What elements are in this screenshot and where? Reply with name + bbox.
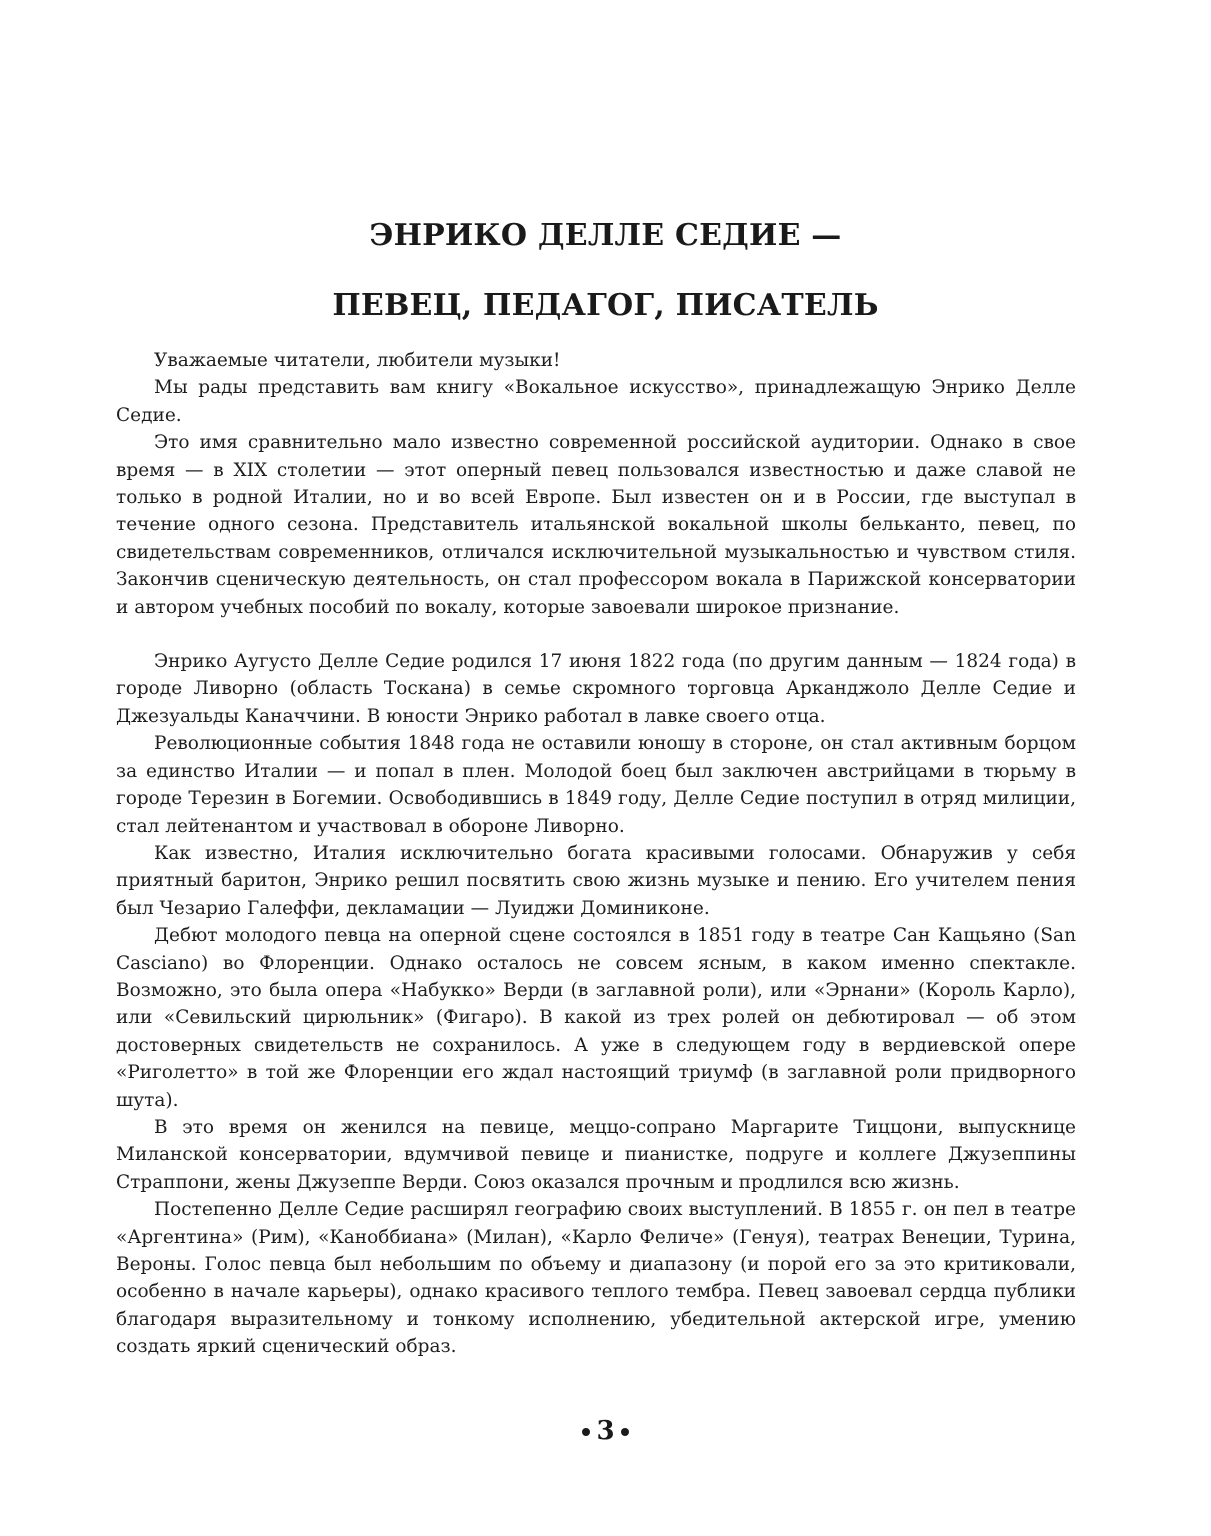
page-number-value: 3	[596, 1416, 615, 1446]
paragraph-greeting: Уважаемые читатели, любители музыки!	[154, 350, 561, 371]
bullet-icon	[582, 1428, 590, 1436]
body-text	[116, 347, 1076, 1361]
paragraph: Энрико Аугусто Делле Седие родился 17 июня 1822 года (по другим данным — 1824 года) в городе Ливорно (область Тоскана) в семье скромного торговца Арканджоло Делле Седие и Джезуальды Каначчини. В юности Энрико работал в лавке своего отца.	[116, 651, 1076, 727]
paragraph: Мы рады представить вам книгу «Вокальное искусство», принадлежащую Энрико Делле Седие.	[116, 377, 1076, 426]
paragraph: Революционные события 1848 года не оставили юношу в стороне, он стал активным борцом за единство Италии — и попал в плен. Молодой боец был заключен австрийцами в тюрьму в городе Терезин в Богемии. Освободившись в 1849 году, Делле Седие поступил в отряд милиции, стал лейтенантом и участвовал в обороне Ливорно.	[116, 733, 1076, 837]
chapter-title-line-2: ПЕВЕЦ, ПЕДАГОГ, ПИСАТЕЛЬ	[332, 288, 879, 323]
paragraph: В это время он женился на певице, меццо-сопрано Маргарите Тиццони, выпускнице Миланской консерватории, вдумчивой певице и пианистке, подруге и коллеге Джузеппины Страппони, жены Джузеппе Верди. Союз оказался прочным и продлился всю жизнь.	[116, 1116, 1076, 1193]
paragraph: Постепенно Делле Седие расширял географию своих выступлений. В 1855 г. он пел в театре «Аргентина» (Рим), «Каноббиана» (Милан), «Карло Феличе» (Генуя), театрах Венеции, Турина, Вероны. Голос певца был небольшим по объему и диапазону (и порой его за это критиковали, особенно в начале карьеры), однако красивого теплого тембра. Певец завоевал сердца публики благодаря выразительному и тонкому исполнению, убедительной актерской игре, умению создать яркий сценический образ.	[116, 1199, 1076, 1358]
paragraph: Это имя сравнительно мало известно современной российской аудитории. Однако в свое время — в XIX столетии — этот оперный певец пользовался известностью и даже славой не только в родной Италии, но и во всей Европе. Был известен он и в России, где выступал в течение одного сезона. Представитель итальянской вокальной школы бельканто, певец, по свидетельствам современников, отличался исключительной музыкальностью и чувством стиля. Закончив сценическую деятельность, он стал профессором вокала в Парижской консерватории и автором учебных пособий по вокалу, которые завоевали широкое признание.	[116, 432, 1076, 618]
bullet-icon	[621, 1428, 629, 1436]
chapter-title-line-1: ЭНРИКО ДЕЛЛЕ СЕДИЕ —	[369, 218, 842, 253]
paragraph: Как известно, Италия исключительно богата красивыми голосами. Обнаружив у себя приятный баритон, Энрико решил посвятить свою жизнь музыке и пению. Его учителем пения был Чезарио Галеффи, декламации — Луиджи Доминиконе.	[116, 842, 1076, 919]
page-number	[0, 1413, 1211, 1449]
paragraph: Дебют молодого певца на оперной сцене состоялся в 1851 году в театре Сан Кащьяно (San Casciano) во Флоренции. Однако осталось не совсем ясным, в каком именно спектакле. Возможно, это была опера «Набукко» Верди (в заглавной роли), или «Эрнани» (Король Карло), или «Севильский цирюльник» (Фигаро). В какой из трех ролей он дебютировал — об этом достоверных свидетельств не сохранилось. А уже в следующем году в вердиевской опере «Риголетто» в той же Флоренции его ждал настоящий триумф (в заглавной роли придворного шута).	[116, 925, 1076, 1111]
